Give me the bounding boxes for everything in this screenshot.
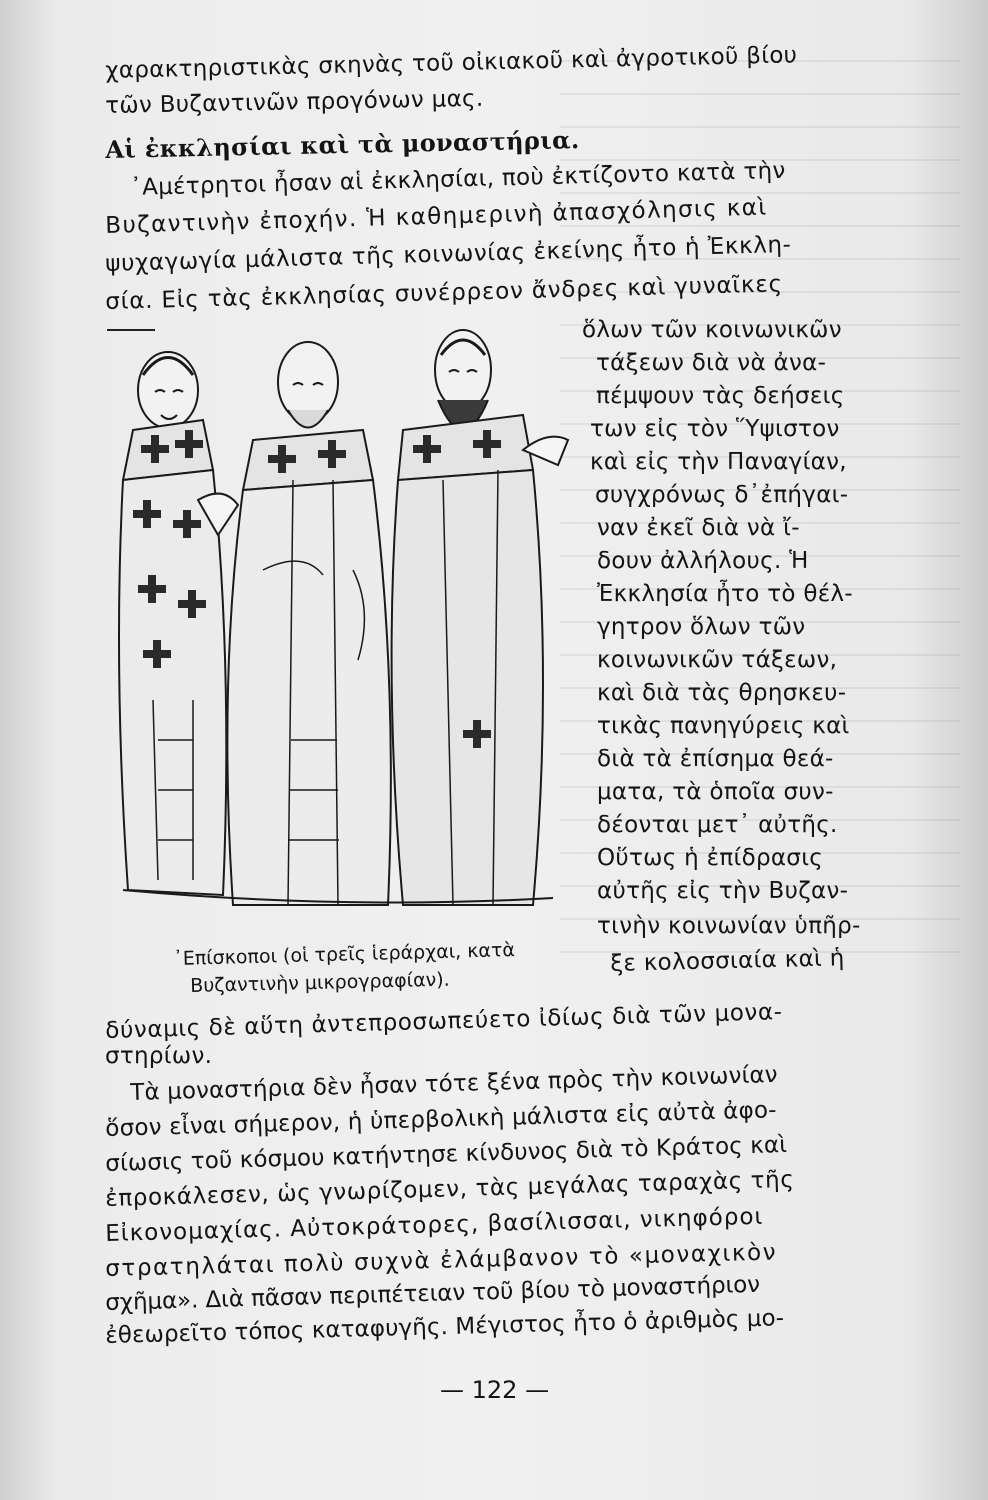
para1-line-1: ᾿Αμέτρητοι ἦσαν αἱ ἐκκλησίαι, ποὺ ἐκτίζοντο κατὰ τὴν: [130, 157, 786, 201]
bishop-figure-center: [227, 342, 390, 905]
col-line-9: Ἐκκλησία ἦτο τὸ θέλ-: [597, 581, 853, 607]
col-line-13: τικὰς πανηγύρεις καὶ: [597, 713, 850, 739]
para3-line-6: στρατηλάται πολὺ συχνὰ ἐλάμβανον τὸ «μοναχικὸν: [105, 1239, 778, 1282]
para3-line-5: Εἰκονομαχίας. Αὐτοκράτορες, βασίλισσαι, νικηφόροι: [105, 1203, 764, 1247]
col-line-16: δέονται μετ᾿ αὐτῆς.: [597, 812, 838, 838]
col-line-17: Οὕτως ἡ ἐπίδρασις: [597, 845, 824, 871]
col-line-7: ναν ἐκεῖ διὰ νὰ ἴ-: [597, 515, 800, 541]
col-line-1: ὅλων τῶν κοινωνικῶν: [582, 317, 842, 343]
col-line-11: κοινωνικῶν τάξεων,: [597, 647, 838, 673]
col-line-18: αὐτῆς εἰς τὴν Βυζαν-: [597, 878, 849, 904]
figure-caption-line-1: ᾿Επίσκοποι (οἱ τρεῖς ἱεράρχαι, κατὰ: [173, 939, 516, 970]
figure-caption-line-2: Βυζαντινὴν μικρογραφίαν).: [190, 968, 450, 997]
body-line-2: τῶν Βυζαντινῶν προγόνων μας.: [105, 85, 484, 119]
para1-line-2: Βυζαντινὴν ἐποχήν. Ἡ καθημερινὴ ἀπασχόλησις καὶ: [105, 194, 768, 239]
col-line-8: δουν ἀλλήλους. Ἡ: [597, 548, 809, 574]
section-heading: Αἱ ἐκκλησίαι καὶ τὰ μοναστήρια.: [105, 125, 580, 164]
col-line-19: τινὴν κοινωνίαν ὑπῆρ-: [597, 913, 861, 939]
col-line-6: συγχρόνως δ᾿ἐπήγαι-: [595, 482, 849, 508]
col-line-12: καὶ διὰ τὰς θρησκευ-: [597, 680, 847, 706]
col-line-14: διὰ τὰ ἐπίσημα θεά-: [597, 746, 834, 772]
col-line-20: ξε κολοσσιαία καὶ ἡ: [610, 945, 845, 977]
col-line-3: πέμψουν τὰς δεήσεις: [596, 383, 845, 409]
para2-line-2: στηρίων.: [105, 1043, 213, 1069]
para3-line-7: σχῆμα». Διὰ πᾶσαν περιπέτειαν τοῦ βίου τὸ μοναστήριον: [105, 1271, 761, 1316]
para3-line-4: ἐπροκάλεσεν, ὡς γνωρίζομεν, τὰς μεγάλας ταραχὰς τῆς: [105, 1166, 795, 1212]
bishop-figure-right: [392, 330, 568, 905]
para2-line-1: δύναμις δὲ αὕτη ἀντεπροσωπεύετο ἰδίως διὰ τῶν μονα-: [105, 999, 783, 1044]
para1-line-4: σία. Εἰς τὰς ἐκκλησίας συνέρρεον ἄνδρες καὶ γυναῖκες: [105, 271, 784, 315]
bishop-figure-left: [119, 352, 238, 895]
three-hierarchs-illustration: [113, 320, 573, 920]
col-line-2: τάξεων διὰ νὰ ἀνα-: [596, 350, 827, 376]
col-line-4: των εἰς τὸν Ὕψιστον: [590, 416, 840, 442]
col-line-10: γητρον ὅλων τῶν: [597, 614, 806, 640]
page-number: — 122 —: [440, 1376, 550, 1404]
col-line-15: ματα, τὰ ὁποῖα συν-: [597, 779, 834, 805]
para3-line-1: Τὰ μοναστήρια δὲν ἦσαν τότε ξένα πρὸς τὴν κοινωνίαν: [130, 1061, 778, 1106]
col-line-5: καὶ εἰς τὴν Παναγίαν,: [590, 449, 847, 475]
para3-line-3: σίωσις τοῦ κόσμου κατήντησε κίνδυνος διὰ τὸ Κράτος καὶ: [105, 1131, 788, 1177]
para1-line-3: ψυχαγωγία μάλιστα τῆς κοινωνίας ἐκείνης ἦτο ἡ Ἐκκλη-: [105, 231, 792, 277]
para3-line-2: ὅσον εἶναι σήμερον, ἡ ὑπερβολικὴ μάλιστα εἰς αὐτὰ ἀφο-: [105, 1097, 778, 1142]
para3-line-8: ἐθεωρεῖτο τόπος καταφυγῆς. Μέγιστος ἦτο ὁ ἀριθμὸς μο-: [105, 1305, 785, 1349]
body-line-1: χαρακτηριστικὰς σκηνὰς τοῦ οἰκιακοῦ καὶ ἀγροτικοῦ βίου: [105, 42, 798, 84]
